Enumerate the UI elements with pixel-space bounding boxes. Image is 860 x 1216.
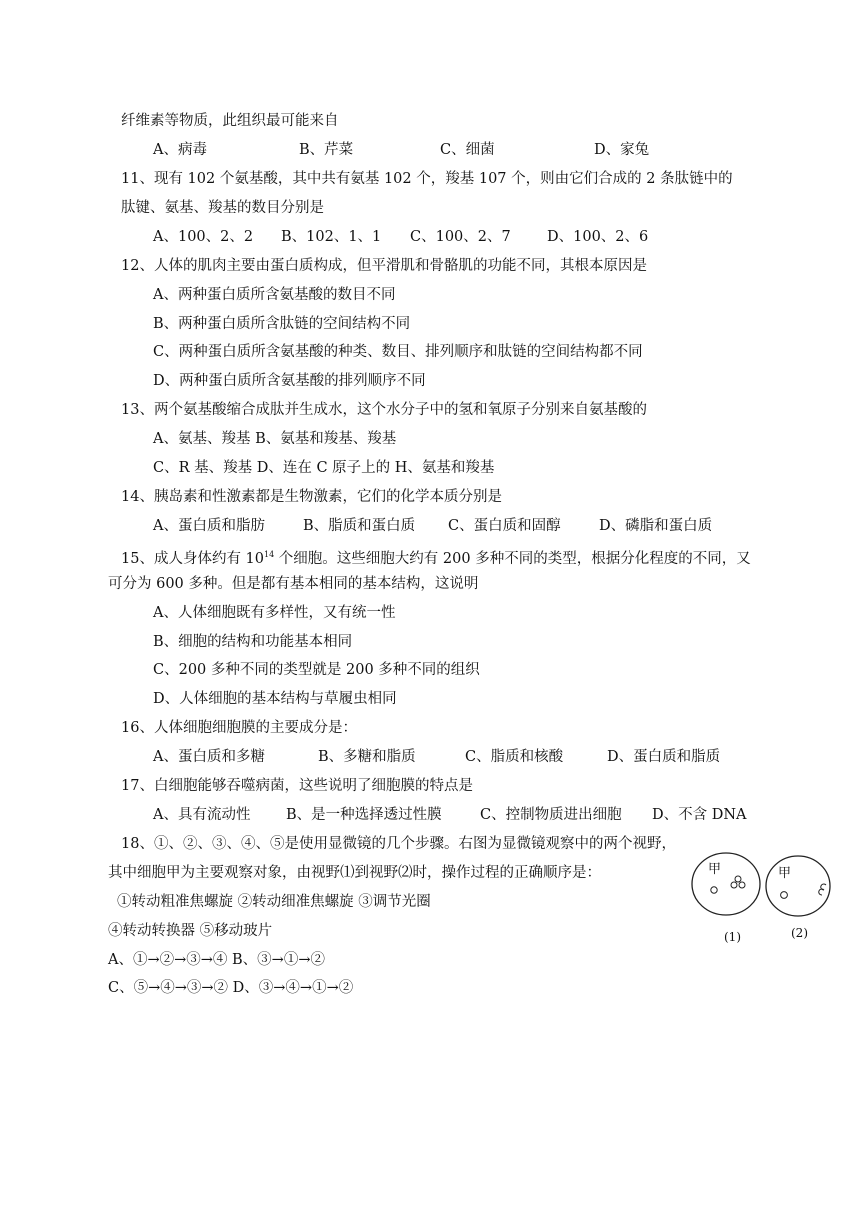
q12-option-d: D、两种蛋白质所含氨基酸的排列顺序不同 [153,373,426,389]
q18-answers-line1: A、①→②→③→④ B、③→①→② [108,952,325,968]
q16-option-c: C、脂质和核酸 [465,749,564,765]
q10-option-c: C、细菌 [440,142,495,158]
q11-stem-line1: 11、现有 102 个氨基酸，其中共有氨基 102 个，羧基 107 个，则由它们合成的 2 条肽链中的 [121,171,733,187]
q15-exponent: 14 [264,550,275,559]
q14-option-c: C、蛋白质和固醇 [448,518,561,534]
q12-option-b: B、两种蛋白质所含肽链的空间结构不同 [153,316,411,332]
q12-stem: 12、人体的肌肉主要由蛋白质构成，但平滑肌和骨骼肌的功能不同，其根本原因是 [121,258,647,274]
field-1-cell-c [739,882,745,888]
q10-option-b: B、芹菜 [299,142,354,158]
q14-option-d: D、磷脂和蛋白质 [599,518,713,534]
q15-option-b: B、细胞的结构和功能基本相同 [153,634,353,650]
q14-stem: 14、胰岛素和性激素都是生物激素，它们的化学本质分别是 [121,489,502,505]
q11-option-c: C、100、2、7 [410,229,511,245]
q12-option-a: A、两种蛋白质所含氨基酸的数目不同 [153,287,396,303]
q17-option-d: D、不含 DNA [652,807,747,823]
q16-option-d: D、蛋白质和脂质 [607,749,721,765]
q15-option-d: D、人体细胞的基本结构与草履虫相同 [153,691,397,707]
q16-option-b: B、多糖和脂质 [318,749,416,765]
field-2-cells-edge [819,884,826,895]
field-1-circle [692,853,760,915]
q17-option-c: C、控制物质进出细胞 [480,807,622,823]
microscope-fields-figure [690,852,840,952]
field-1-caption: (1) [724,930,741,944]
q11-option-d: D、100、2、6 [547,229,649,245]
field-1-label-jia: 甲 [708,862,722,877]
q17-stem: 17、白细胞能够吞噬病菌，这些说明了细胞膜的特点是 [121,778,473,794]
field-1-cell-b [735,876,741,882]
q18-steps-line2: ④转动转换器 ⑤移动玻片 [108,923,273,939]
q15-option-c: C、200 多种不同的类型就是 200 多种不同的组织 [153,662,480,678]
q13-options-line1: A、氨基、羧基 B、氨基和羧基、羧基 [153,431,397,447]
q11-option-a: A、100、2、2 [153,229,254,245]
q16-option-a: A、蛋白质和多糖 [153,749,265,765]
q15-stem-line2: 可分为 600 多种。但是都有基本相同的基本结构，这说明 [108,576,479,592]
q15-option-a: A、人体细胞既有多样性，又有统一性 [153,605,396,621]
q17-option-b: B、是一种选择透过性膜 [286,807,442,823]
field-2-circle [766,856,830,916]
q18-stem-line2: 其中细胞甲为主要观察对象，由视野⑴到视野⑵时，操作过程的正确顺序是： [108,865,601,881]
q18-steps-line1: ①转动粗准焦螺旋 ②转动细准焦螺旋 ③调节光圈 [117,894,431,910]
q13-options-line2: C、R 基、羧基 D、连在 C 原子上的 H、氨基和羧基 [153,460,495,476]
q15-stem-b: 个细胞。这些细胞大约有 200 多种不同的类型，根据分化程度的不同，又 [274,550,751,567]
q18-stem-line1: 18、①、②、③、④、⑤是使用显微镜的几个步骤。右图为显微镜观察中的两个视野， [121,836,676,852]
q13-stem: 13、两个氨基酸缩合成肽并生成水，这个水分子中的氢和氧原子分别来自氨基酸的 [121,402,647,418]
q10-option-d: D、家兔 [594,142,650,158]
field-1-cell-jia [711,887,717,893]
field-2-caption: (2) [791,926,808,940]
q14-option-a: A、蛋白质和脂肪 [153,518,265,534]
q14-option-b: B、脂质和蛋白质 [303,518,416,534]
field-1-cell-a [731,882,737,888]
q18-answers-line2: C、⑤→④→③→② D、③→④→①→② [108,980,354,996]
q10-option-a: A、病毒 [153,142,207,158]
q12-option-c: C、两种蛋白质所含氨基酸的种类、数目、排列顺序和肽链的空间结构都不同 [153,344,643,360]
field-2-label-jia: 甲 [778,866,792,881]
q17-option-a: A、具有流动性 [153,807,251,823]
field-2-cell-jia [781,892,788,899]
q16-stem: 16、人体细胞细胞膜的主要成分是： [121,720,357,736]
q15-stem-line1 [121,545,751,569]
q10-stem-cont: 纤维素等物质，此组织最可能来自 [121,113,339,129]
q11-stem-line2: 肽键、氨基、羧基的数目分别是 [121,200,324,216]
q15-stem-a: 15、成人身体约有 10 [121,550,265,567]
q11-option-b: B、102、1、1 [281,229,382,245]
